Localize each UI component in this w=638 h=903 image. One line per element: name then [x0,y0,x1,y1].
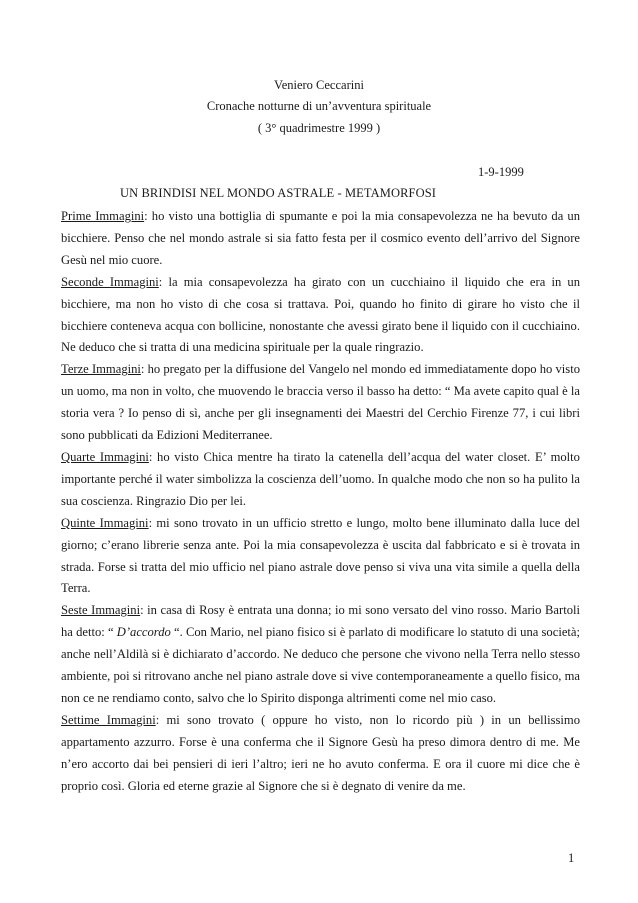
paragraph-text: : mi sono trovato in un ufficio stretto e lungo, molto bene illuminato dalla luce del giorno; c’erano librerie senza ante. Poi la mia consapevolezza è uscita dal fabbricato e si è trovata in strada. Forse si tratta del mio ufficio nel piano astrale dove penso si viva una vita simile a quella della Terra. [61,515,580,596]
paragraph-text: : ho pregato per la diffusione del Vangelo nel mondo ed immediatamente dopo ho visto un uomo, ma non in volto, che muovendo le braccia verso il basso ha detto: “ Ma avete capito qual è la storia vera ? Io penso di sì, anche per gli insegnamenti dei Maestri del Cerchio Firenze 77, i cui libri sono pubblicati da Edizioni Mediterranee. [61,362,580,443]
entry-body [61,206,580,797]
paragraph-text: : in casa di Rosy è entrata una donna; io mi sono versato del vino rosso. Mario Bartoli ha detto: “ [61,603,580,640]
paragraph-text: : la mia consapevolezza ha girato con un cucchiaino il liquido che era in un bicchiere, ma non ho visto di che cosa si trattava. Poi, quando ho finito di girare ho visto che il bicchiere conteneva acqua con bollicine, nonostante che avessi girato bene il liquido con il cucchiaino. Ne deduco che si tratta di una medicina spirituale per la quale ringrazio. [61,274,580,355]
paragraph-label: Quarte Immagini [61,449,149,464]
author-name: Veniero Ceccarini [274,78,364,92]
paragraph-text: : ho visto Chica mentre ha tirato la catenella dell’acqua del water closet. E’ molto importante perché il water simbolizza la coscienza dell’uomo. In qualche modo che non so ha pulito la sua coscienza. Ringrazio Dio per lei. [61,449,580,508]
paragraph-label: Terze Immagini [61,362,141,377]
paragraph-seconde [61,272,580,360]
paragraph-label: Seconde Immagini [61,274,159,289]
entry-heading: UN BRINDISI NEL MONDO ASTRALE - METAMORFOSI [120,186,437,200]
paragraph-terze [61,359,580,447]
entry-date: 1-9-1999 [478,165,524,179]
paragraph-seste [61,600,580,710]
document-period: ( 3° quadrimestre 1999 ) [257,121,381,135]
page-number: 1 [568,851,575,865]
paragraph-text: : ho visto una bottiglia di spumante e poi la mia consapevolezza ne ha bevuto da un bicchiere. Penso che nel mondo astrale si sia fatto festa per il cosmico evento dell’arrivo del Signore Gesù nel mio cuore. [61,209,580,267]
quoted-phrase: D’accordo [116,625,171,640]
paragraph-label: Settime Immagini [61,712,156,727]
paragraph-text: “. Con Mario, nel piano fisico si è parlato di modificare lo statuto di una società; anche nell’Aldilà si è dichiarato d’accordo. Ne deduco che persone che vivono nella Terra nello stesso ambiente, poi si ritrovano anche nel piano astrale dove si vive contemporaneamente a quello fisico, ma non ce ne rendiamo conto, salvo che lo Spirito disponga altrimenti come nel mio caso. [61,625,580,705]
paragraph-label: Quinte Immagini [61,515,149,530]
paragraph-text: : mi sono trovato ( oppure ho visto, non lo ricordo più ) in un bellissimo appartamento azzurro. Forse è una conferma che il Signore Gesù ha preso dimora dentro di me. Me n’ero accorto dai bei pensieri di ieri l’altro; ieri ne ho avuto conferma. E ora il cuore mi dice che è proprio così. Gloria ed eterne grazie al Signore che si è degnato di venire da me. [61,712,580,793]
document-title: Cronache notturne di un’avventura spirituale [206,99,432,113]
paragraph-prime [61,206,580,272]
paragraph-settime [61,710,580,798]
paragraph-quinte [61,513,580,601]
paragraph-label: Prime Immagini [61,209,145,223]
paragraph-quarte [61,447,580,513]
paragraph-label: Seste Immagini [61,603,141,618]
